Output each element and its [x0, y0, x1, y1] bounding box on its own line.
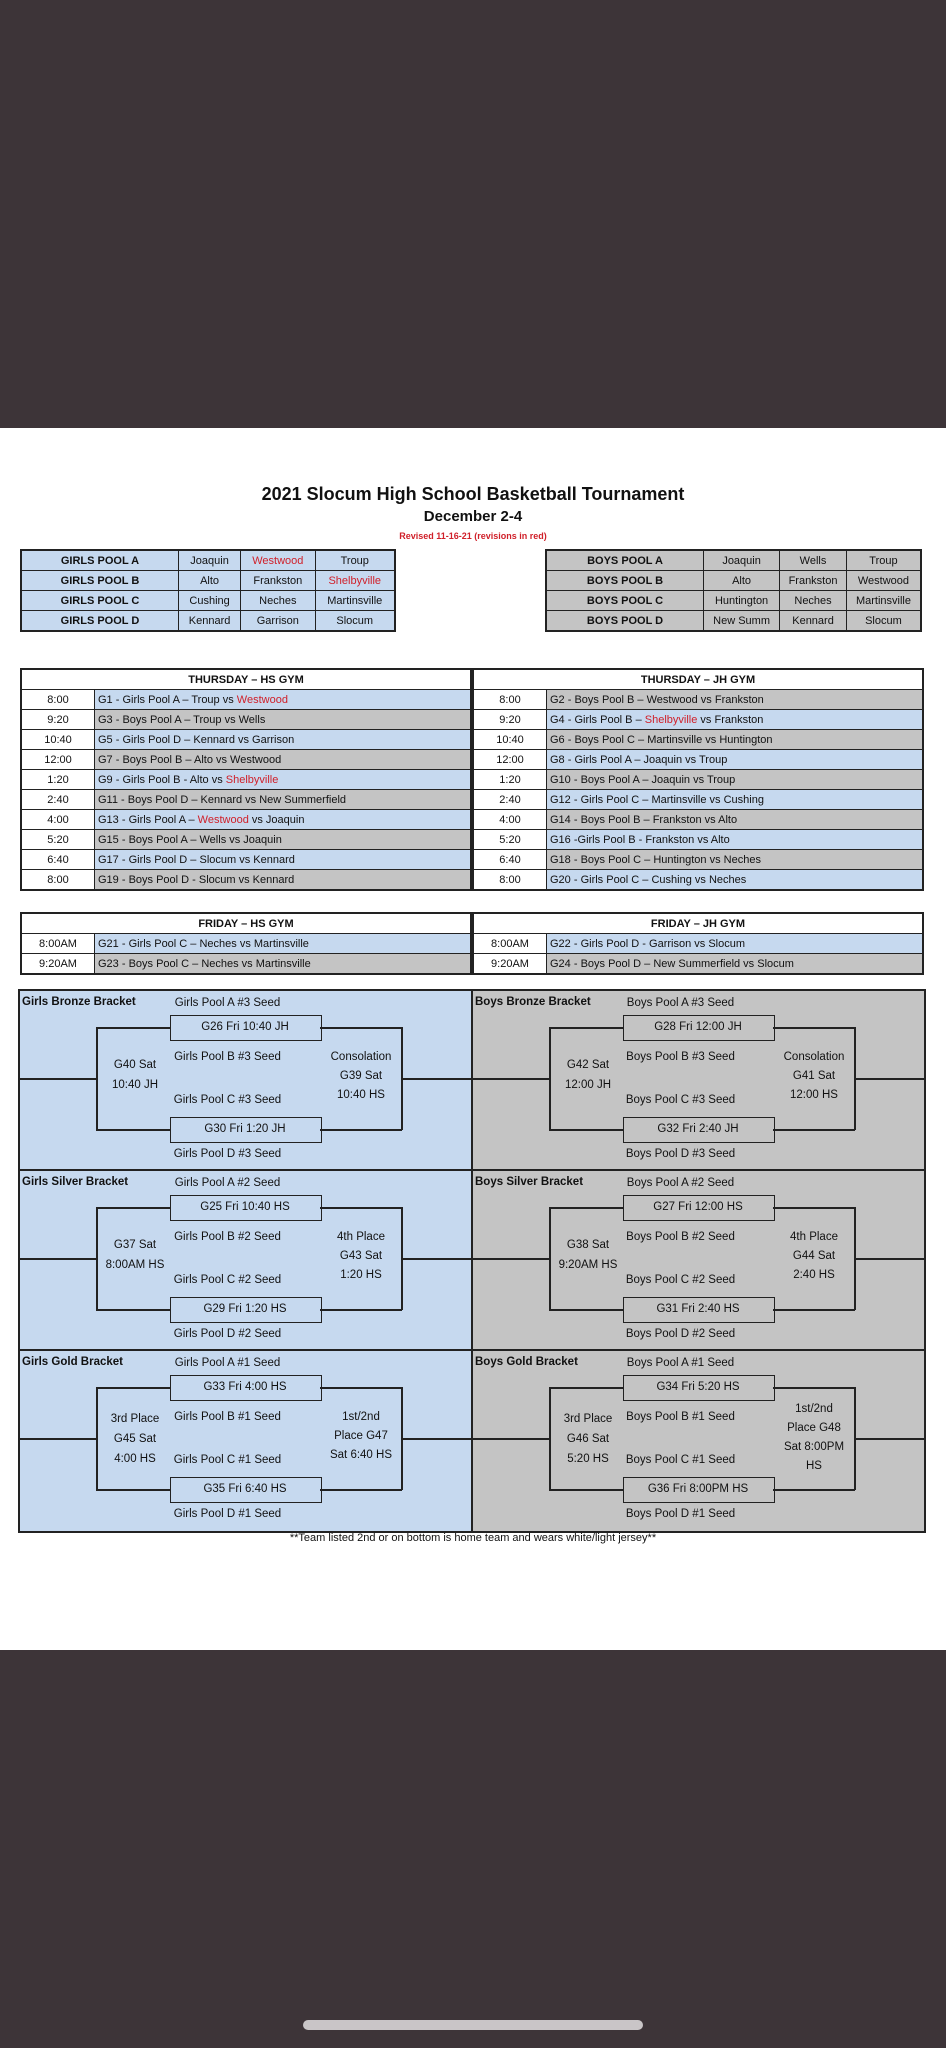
bracket-line	[96, 1027, 170, 1029]
bracket-line	[96, 1387, 170, 1389]
game-time: 2:40	[21, 790, 95, 810]
game-text: G2 - Boys Pool B – Westwood vs Frankston	[550, 693, 764, 706]
schedule-row	[21, 690, 471, 710]
schedule-row	[473, 810, 923, 830]
pool-row	[21, 550, 395, 571]
pool-team: New Summ	[704, 611, 780, 632]
pool-team: Westwood	[846, 571, 921, 591]
game-text: G21 - Girls Pool C – Neches vs Martinsville	[98, 937, 309, 950]
game-label: G25 Fri 10:40 HS	[200, 1201, 290, 1213]
thursday-hs-schedule	[20, 668, 472, 891]
game-time: 8:00	[21, 870, 95, 891]
game-label: G26 Fri 10:40 JH	[201, 1021, 289, 1033]
game-label: G29 Fri 1:20 HS	[203, 1303, 287, 1315]
seed-label: Boys Pool B #3 Seed	[626, 1051, 735, 1063]
pool-team: Neches	[241, 591, 315, 611]
pool-row	[546, 611, 921, 632]
schedule-header-row	[21, 669, 471, 690]
bracket-line	[320, 1387, 402, 1389]
game-time: 12:00	[473, 750, 547, 770]
game-desc	[95, 710, 472, 730]
seed-label: Girls Pool D #2 Seed	[173, 1328, 282, 1340]
tournament-sheet	[0, 428, 946, 1650]
mid-game-label: 5:20 HS	[567, 1453, 609, 1465]
game-desc	[95, 954, 472, 975]
bracket-line	[549, 1129, 623, 1131]
mid-game-label: 9:20AM HS	[558, 1259, 618, 1271]
game-label: G34 Fri 5:20 HS	[656, 1381, 740, 1393]
game-desc	[547, 690, 924, 710]
game-desc	[95, 750, 472, 770]
game-label: G32 Fri 2:40 JH	[657, 1123, 739, 1135]
bracket-label: Girls Gold Bracket	[22, 1356, 123, 1368]
side-game-label: G41 Sat	[792, 1070, 836, 1082]
pool-team: Slocum	[315, 611, 395, 632]
game-text: G11 - Boys Pool D – Kennard vs New Summerfield	[98, 793, 347, 806]
pool-team: Joaquin	[704, 550, 780, 571]
game-text: G1 - Girls Pool A – Troup vs	[98, 693, 237, 706]
game-time: 10:40	[473, 730, 547, 750]
seed-label: Girls Pool C #2 Seed	[173, 1274, 282, 1286]
bracket-line	[96, 1309, 170, 1311]
seed-label: Girls Pool B #3 Seed	[174, 1051, 281, 1063]
mid-game-label: G38 Sat	[566, 1239, 610, 1251]
bracket-line	[773, 1207, 855, 1209]
bracket-line	[96, 1489, 170, 1491]
side-game-label: Place G48	[787, 1422, 841, 1434]
game-label: G35 Fri 6:40 HS	[203, 1483, 287, 1495]
pool-team: Troup	[315, 550, 395, 571]
footnote: **Team listed 2nd or on bottom is home team and wears white/light jersey**	[289, 1532, 657, 1544]
game-time: 1:20	[473, 770, 547, 790]
game-text: G9 - Girls Pool B - Alto vs	[98, 773, 226, 786]
game-time: 8:00	[21, 690, 95, 710]
schedule-row	[21, 954, 471, 975]
game-label: G33 Fri 4:00 HS	[203, 1381, 287, 1393]
game-text: G8 - Girls Pool A – Joaquin vs Troup	[550, 753, 728, 766]
side-game-label: Consolation	[783, 1051, 845, 1063]
game-time: 9:20AM	[473, 954, 547, 975]
schedule-row	[21, 790, 471, 810]
game-desc	[95, 790, 472, 810]
game-time: 8:00	[473, 690, 547, 710]
game-text: G20 - Girls Pool C – Cushing vs Neches	[550, 873, 747, 886]
bracket-line	[320, 1129, 402, 1131]
seed-label: Boys Pool C #2 Seed	[625, 1274, 736, 1286]
schedule-row	[21, 850, 471, 870]
schedule-row	[473, 850, 923, 870]
schedule-header-row	[21, 913, 471, 934]
game-text: G18 - Boys Pool C – Huntington vs Neches	[550, 853, 761, 866]
game-text-revised: Westwood	[236, 693, 288, 706]
pool-team: Kennard	[179, 611, 241, 632]
bracket-line	[549, 1309, 623, 1311]
friday-jh-schedule	[472, 912, 924, 975]
game-desc	[547, 750, 924, 770]
bracket-line	[20, 1078, 96, 1080]
schedule-row	[473, 690, 923, 710]
game-time: 1:20	[21, 770, 95, 790]
pool-team: Garrison	[241, 611, 315, 632]
schedule-row	[21, 730, 471, 750]
game-time: 8:00AM	[473, 934, 547, 954]
bracket-line	[96, 1207, 170, 1209]
pool-row	[546, 591, 921, 611]
side-game-label: Place G47	[334, 1430, 388, 1442]
game-time: 4:00	[21, 810, 95, 830]
pool-row	[21, 571, 395, 591]
game-desc	[547, 870, 924, 891]
schedule-row	[473, 830, 923, 850]
game-text-revised: Shelbyville	[644, 713, 698, 726]
bracket-line	[773, 1309, 855, 1311]
game-time: 8:00	[473, 870, 547, 891]
schedule-row	[473, 934, 923, 954]
bracket-line	[854, 1438, 926, 1440]
boys-pools-table	[545, 549, 922, 632]
game-time: 9:20AM	[21, 954, 95, 975]
game-time: 6:40	[21, 850, 95, 870]
side-game-label: G39 Sat	[339, 1070, 383, 1082]
schedule-row	[473, 730, 923, 750]
bracket-line	[401, 1258, 473, 1260]
side-game-label: 12:00 HS	[790, 1089, 838, 1101]
seed-label: Girls Pool B #1 Seed	[174, 1411, 281, 1423]
mid-game-label: 8:00AM HS	[105, 1259, 165, 1271]
seed-label: Boys Pool B #1 Seed	[626, 1411, 735, 1423]
bracket-line	[773, 1027, 855, 1029]
pool-name: BOYS POOL B	[546, 571, 704, 591]
seed-label: Girls Pool C #1 Seed	[173, 1454, 282, 1466]
game-time: 8:00AM	[21, 934, 95, 954]
bracket-label: Girls Silver Bracket	[22, 1176, 129, 1188]
schedule-row	[21, 810, 471, 830]
game-desc	[95, 830, 472, 850]
bracket-line	[320, 1027, 402, 1029]
mid-game-label: 3rd Place	[110, 1413, 160, 1425]
bracket-line	[401, 1438, 473, 1440]
tournament-title: 2021 Slocum High School Basketball Tournament	[261, 484, 685, 504]
bracket-boys-silver-bracket	[471, 1169, 926, 1353]
seed-label: Boys Pool B #2 Seed	[626, 1231, 735, 1243]
bracket-line	[401, 1078, 473, 1080]
game-text: G22 - Girls Pool D - Garrison vs Slocum	[550, 937, 745, 950]
game-time: 5:20	[21, 830, 95, 850]
pool-team: Troup	[846, 550, 921, 571]
bracket-line	[320, 1207, 402, 1209]
game-text-revised: Westwood	[197, 813, 249, 826]
bracket-label: Boys Silver Bracket	[475, 1176, 584, 1188]
pool-row	[21, 611, 395, 632]
game-text: vs Joaquin	[248, 813, 305, 826]
pool-team: Huntington	[704, 591, 780, 611]
game-desc	[547, 850, 924, 870]
game-label: G31 Fri 2:40 HS	[656, 1303, 740, 1315]
bracket-girls-silver-bracket	[18, 1169, 475, 1353]
bracket-line	[473, 1258, 549, 1260]
pool-team: Shelbyville	[315, 571, 395, 591]
seed-label: Girls Pool A #1 Seed	[174, 1357, 281, 1369]
pool-team: Joaquin	[179, 550, 241, 571]
schedule-row	[21, 870, 471, 891]
game-time: 10:40	[21, 730, 95, 750]
schedule-header-row	[473, 669, 923, 690]
game-text: G14 - Boys Pool B – Frankston vs Alto	[550, 813, 738, 826]
game-text: G13 - Girls Pool A –	[98, 813, 198, 826]
game-time: 5:20	[473, 830, 547, 850]
game-time: 6:40	[473, 850, 547, 870]
game-text: G12 - Girls Pool C – Martinsville vs Cushing	[550, 793, 764, 806]
game-text: G15 - Boys Pool A – Wells vs Joaquin	[98, 833, 282, 846]
game-desc	[547, 954, 924, 975]
pool-team: Alto	[179, 571, 241, 591]
game-text: G24 - Boys Pool D – New Summerfield vs Slocum	[550, 957, 794, 970]
seed-label: Girls Pool D #1 Seed	[173, 1508, 282, 1520]
bracket-line	[854, 1078, 926, 1080]
schedule-row	[473, 954, 923, 975]
friday-hs-schedule	[20, 912, 472, 975]
bracket-line	[773, 1489, 855, 1491]
bracket-line	[854, 1258, 926, 1260]
seed-label: Boys Pool A #2 Seed	[626, 1177, 735, 1189]
schedule-header: THURSDAY – JH GYM	[473, 669, 923, 690]
game-time: 9:20	[473, 710, 547, 730]
game-desc	[547, 710, 924, 730]
game-text: G7 - Boys Pool B – Alto vs Westwood	[98, 753, 282, 766]
game-label: G28 Fri 12:00 JH	[654, 1021, 742, 1033]
seed-label: Boys Pool C #1 Seed	[625, 1454, 736, 1466]
game-desc	[95, 934, 472, 954]
pool-name: GIRLS POOL B	[21, 571, 179, 591]
pool-team: Alto	[704, 571, 780, 591]
pool-name: GIRLS POOL D	[21, 611, 179, 632]
game-desc	[547, 830, 924, 850]
bracket-line	[473, 1438, 549, 1440]
bracket-line	[549, 1207, 623, 1209]
schedule-header: FRIDAY – HS GYM	[21, 913, 471, 934]
bracket-line	[20, 1258, 96, 1260]
pool-name: GIRLS POOL C	[21, 591, 179, 611]
girls-pools-table	[20, 549, 396, 632]
side-game-label: 1:20 HS	[340, 1269, 382, 1281]
seed-label: Girls Pool B #2 Seed	[174, 1231, 281, 1243]
game-desc	[95, 730, 472, 750]
game-text: G17 - Girls Pool D – Slocum vs Kennard	[98, 853, 295, 866]
pool-team: Wells	[780, 550, 847, 571]
game-label: G30 Fri 1:20 JH	[204, 1123, 286, 1135]
seed-label: Boys Pool D #3 Seed	[625, 1148, 736, 1160]
side-game-label: 10:40 HS	[337, 1089, 385, 1101]
side-game-label: 4th Place	[790, 1231, 838, 1243]
mid-game-label: G40 Sat	[113, 1059, 157, 1071]
game-time: 12:00	[21, 750, 95, 770]
game-text: G3 - Boys Pool A – Troup vs Wells	[98, 713, 266, 726]
bracket-line	[549, 1489, 623, 1491]
schedule-row	[473, 770, 923, 790]
game-time: 2:40	[473, 790, 547, 810]
side-game-label: 1st/2nd	[342, 1411, 380, 1423]
game-desc	[95, 870, 472, 891]
mid-game-label: G42 Sat	[566, 1059, 610, 1071]
pool-name: BOYS POOL D	[546, 611, 704, 632]
schedule-header: THURSDAY – HS GYM	[21, 669, 471, 690]
schedule-header-row	[473, 913, 923, 934]
seed-label: Girls Pool C #3 Seed	[173, 1094, 282, 1106]
seed-label: Girls Pool A #3 Seed	[174, 997, 281, 1009]
mid-game-label: 10:40 JH	[111, 1079, 159, 1091]
game-text: G4 - Girls Pool B –	[550, 713, 645, 726]
game-desc	[95, 690, 472, 710]
side-game-label: Consolation	[330, 1051, 392, 1063]
seed-label: Boys Pool A #1 Seed	[626, 1357, 735, 1369]
schedule-row	[21, 710, 471, 730]
side-game-label: 1st/2nd	[795, 1403, 833, 1415]
side-game-label: Sat 6:40 HS	[329, 1449, 392, 1461]
pool-name: BOYS POOL C	[546, 591, 704, 611]
side-game-label: HS	[806, 1460, 822, 1472]
schedule-header: FRIDAY – JH GYM	[473, 913, 923, 934]
pool-team: Frankston	[780, 571, 847, 591]
game-text: G10 - Boys Pool A – Joaquin vs Troup	[550, 773, 736, 786]
pool-team: Westwood	[241, 550, 315, 571]
game-desc	[95, 850, 472, 870]
side-game-label: 4th Place	[337, 1231, 385, 1243]
schedule-row	[21, 770, 471, 790]
game-desc	[547, 934, 924, 954]
game-label: G36 Fri 8:00PM HS	[647, 1483, 749, 1495]
game-desc	[547, 730, 924, 750]
seed-label: Boys Pool D #1 Seed	[625, 1508, 736, 1520]
bracket-label: Boys Bronze Bracket	[475, 996, 591, 1008]
bracket-line	[473, 1078, 549, 1080]
game-desc	[95, 810, 472, 830]
game-desc	[547, 790, 924, 810]
seed-label: Boys Pool A #3 Seed	[626, 997, 735, 1009]
mid-game-label: G45 Sat	[113, 1433, 157, 1445]
bracket-boys-gold-bracket	[471, 1349, 926, 1533]
game-text: G6 - Boys Pool C – Martinsville vs Huntington	[550, 733, 773, 746]
game-text: G16 -Girls Pool B - Frankston vs Alto	[550, 833, 730, 846]
side-game-label: 2:40 HS	[793, 1269, 835, 1281]
pool-row	[546, 571, 921, 591]
bracket-line	[549, 1027, 623, 1029]
pool-team: Neches	[780, 591, 847, 611]
bracket-line	[320, 1489, 402, 1491]
game-text: G19 - Boys Pool D - Slocum vs Kennard	[98, 873, 295, 886]
bracket-boys-bronze-bracket	[471, 989, 926, 1173]
game-text-revised: Shelbyville	[225, 773, 279, 786]
tournament-dates: December 2-4	[423, 508, 523, 525]
thursday-jh-schedule	[472, 668, 924, 891]
seed-label: Boys Pool D #2 Seed	[625, 1328, 736, 1340]
home-indicator[interactable]	[303, 2020, 643, 2030]
side-game-label: Sat 8:00PM	[783, 1441, 845, 1453]
game-desc	[547, 770, 924, 790]
mid-game-label: 3rd Place	[563, 1413, 613, 1425]
seed-label: Boys Pool C #3 Seed	[625, 1094, 736, 1106]
game-desc	[95, 770, 472, 790]
pool-team: Martinsville	[846, 591, 921, 611]
game-text: vs Frankston	[697, 713, 764, 726]
bracket-line	[549, 1387, 623, 1389]
schedule-row	[21, 830, 471, 850]
pool-team: Cushing	[179, 591, 241, 611]
seed-label: Girls Pool A #2 Seed	[174, 1177, 281, 1189]
pool-row	[546, 550, 921, 571]
schedule-row	[473, 870, 923, 891]
bracket-girls-gold-bracket	[18, 1349, 475, 1533]
schedule-row	[473, 790, 923, 810]
mid-game-label: G37 Sat	[113, 1239, 157, 1251]
revision-note: Revised 11-16-21 (revisions in red)	[399, 531, 547, 541]
pool-team: Kennard	[780, 611, 847, 632]
side-game-label: G43 Sat	[339, 1250, 383, 1262]
pool-team: Slocum	[846, 611, 921, 632]
schedule-row	[21, 934, 471, 954]
schedule-row	[473, 710, 923, 730]
pool-team: Frankston	[241, 571, 315, 591]
bracket-line	[773, 1129, 855, 1131]
game-time: 9:20	[21, 710, 95, 730]
mid-game-label: G46 Sat	[566, 1433, 610, 1445]
game-time: 4:00	[473, 810, 547, 830]
mid-game-label: 12:00 JH	[564, 1079, 612, 1091]
bracket-girls-bronze-bracket	[18, 989, 475, 1173]
bracket-line	[320, 1309, 402, 1311]
schedule-row	[473, 750, 923, 770]
game-text: G23 - Boys Pool C – Neches vs Martinsville	[98, 957, 311, 970]
seed-label: Girls Pool D #3 Seed	[173, 1148, 282, 1160]
game-label: G27 Fri 12:00 HS	[653, 1201, 743, 1213]
game-desc	[547, 810, 924, 830]
bracket-label: Boys Gold Bracket	[475, 1356, 578, 1368]
bracket-line	[96, 1129, 170, 1131]
pool-team: Martinsville	[315, 591, 395, 611]
schedule-row	[21, 750, 471, 770]
side-game-label: G44 Sat	[792, 1250, 836, 1262]
bracket-line	[20, 1438, 96, 1440]
mid-game-label: 4:00 HS	[114, 1453, 156, 1465]
pool-name: BOYS POOL A	[546, 550, 704, 571]
bracket-label: Girls Bronze Bracket	[22, 996, 136, 1008]
pool-row	[21, 591, 395, 611]
bracket-line	[773, 1387, 855, 1389]
game-text: G5 - Girls Pool D – Kennard vs Garrison	[98, 733, 295, 746]
pool-name: GIRLS POOL A	[21, 550, 179, 571]
